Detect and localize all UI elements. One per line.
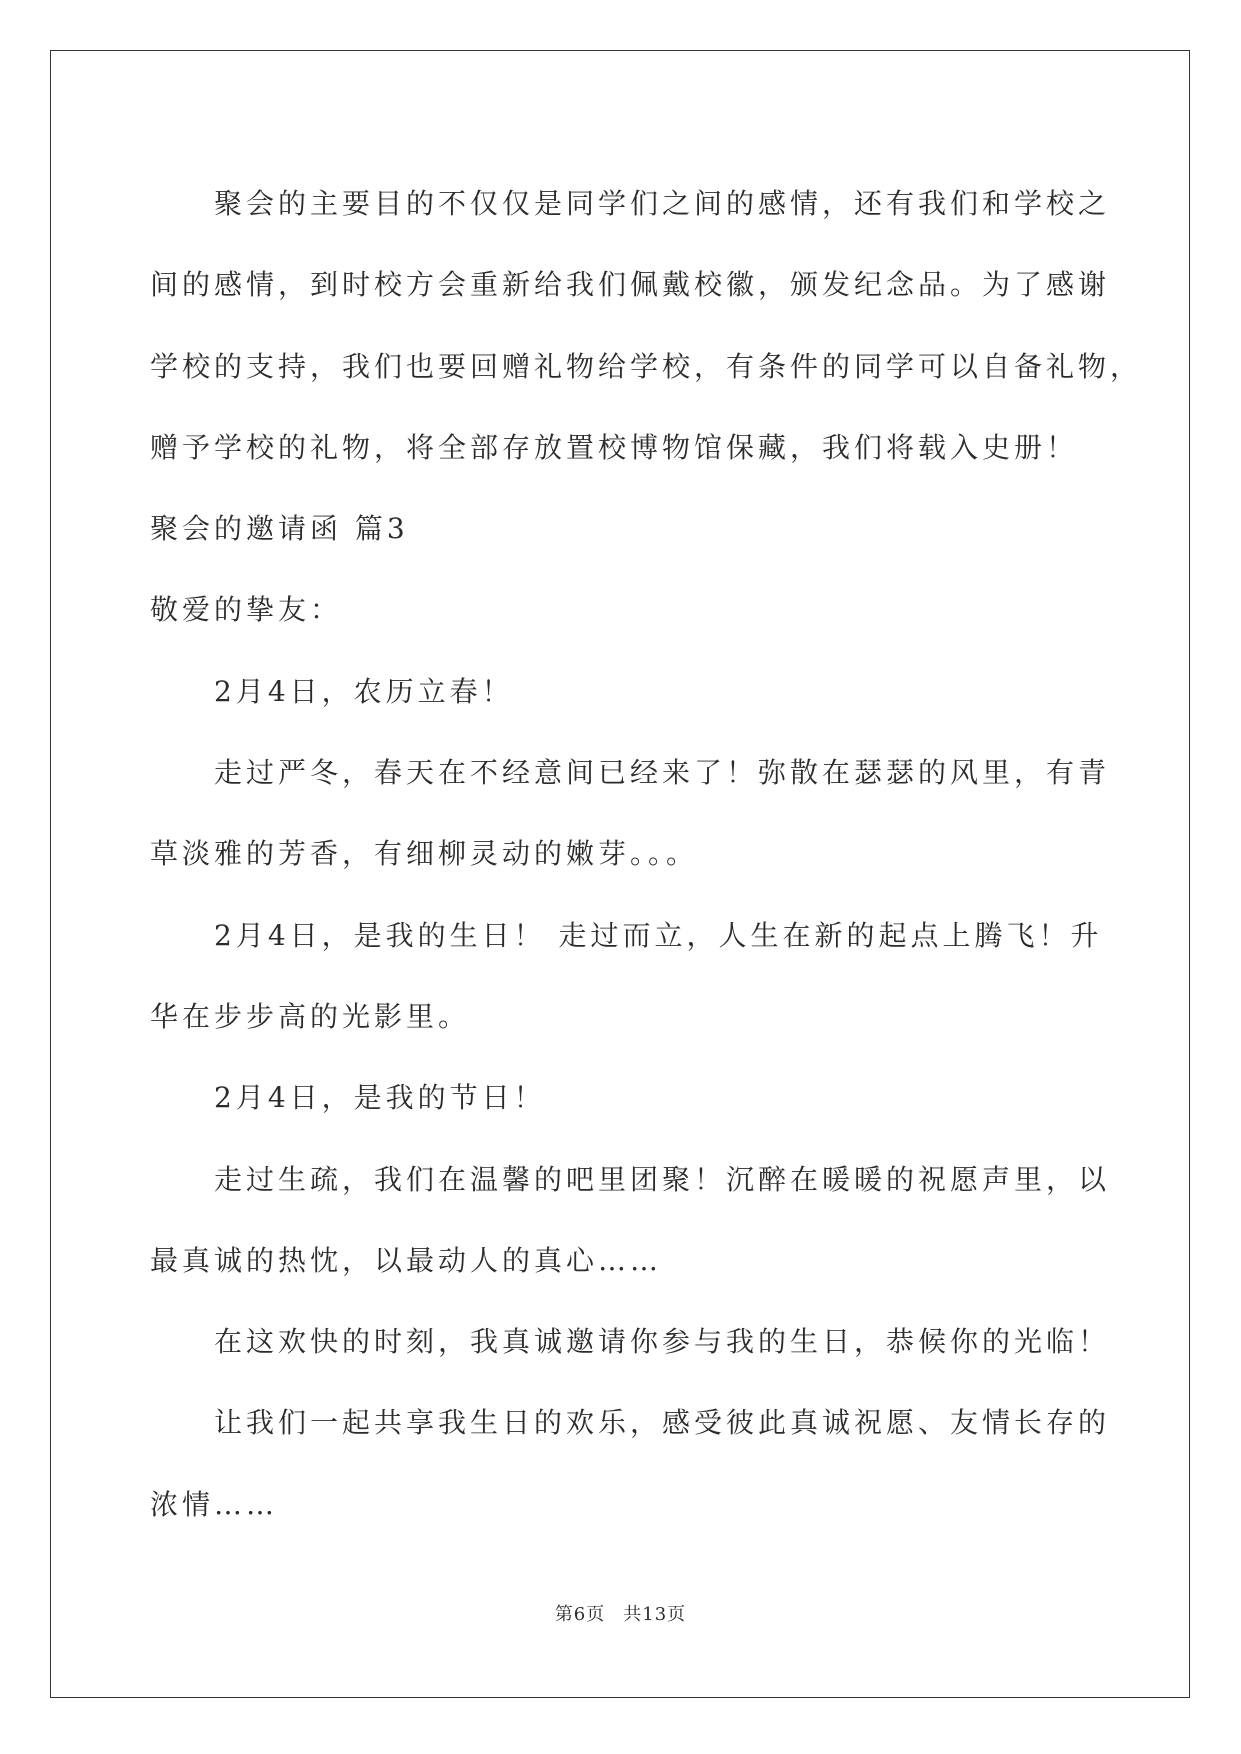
page-footer [0,1600,1241,1626]
salutation: 敬爱的挚友： [150,593,343,627]
paragraph-line: 学校的支持，我们也要回赠礼物给学校，有条件的同学可以自备礼物， [150,349,1143,383]
page-number: 第6页 [554,1604,606,1625]
paragraph-line: 赠予学校的礼物，将全部存放置校博物馆保藏，我们将载入史册！ [150,430,1079,464]
paragraph-line: 走过生疏，我们在温馨的吧里团聚！沉醉在暖暖的祝愿声里，以 [214,1162,1111,1196]
document-body [150,163,1143,1545]
paragraph-line: 华在步步高的光影里。 [150,999,471,1033]
paragraph-line: 聚会的主要目的不仅仅是同学们之间的感情，还有我们和学校之 [214,187,1111,220]
page-total: 共13页 [623,1604,687,1625]
paragraph-line: 最真诚的热忱，以最动人的真心…… [150,1243,663,1277]
paragraph-line: 走过严冬，春天在不经意间已经来了！弥散在瑟瑟的风里，有青 [214,756,1111,790]
paragraph-line: 间的感情，到时校方会重新给我们佩戴校徽，颁发纪念品。为了感谢 [150,268,1111,302]
paragraph-line: 浓情…… [150,1487,279,1521]
paragraph-line: 草淡雅的芳香，有细柳灵动的嫩芽。。。 [150,837,699,871]
paragraph-line: 2月4日，是我的节日！ [214,1081,546,1115]
paragraph-line: 在这欢快的时刻，我真诚邀请你参与我的生日，恭候你的光临！ [214,1325,1111,1359]
paragraph-line: 2月4日，农历立春！ [214,674,514,708]
paragraph-line: 让我们一起共享我生日的欢乐，感受彼此真诚祝愿、友情长存的 [214,1406,1111,1440]
paragraph-line: 2月4日，是我的生日！ 走过而立，人生在新的起点上腾飞！升 [214,918,1103,952]
section-heading: 聚会的邀请函 篇3 [150,512,409,546]
